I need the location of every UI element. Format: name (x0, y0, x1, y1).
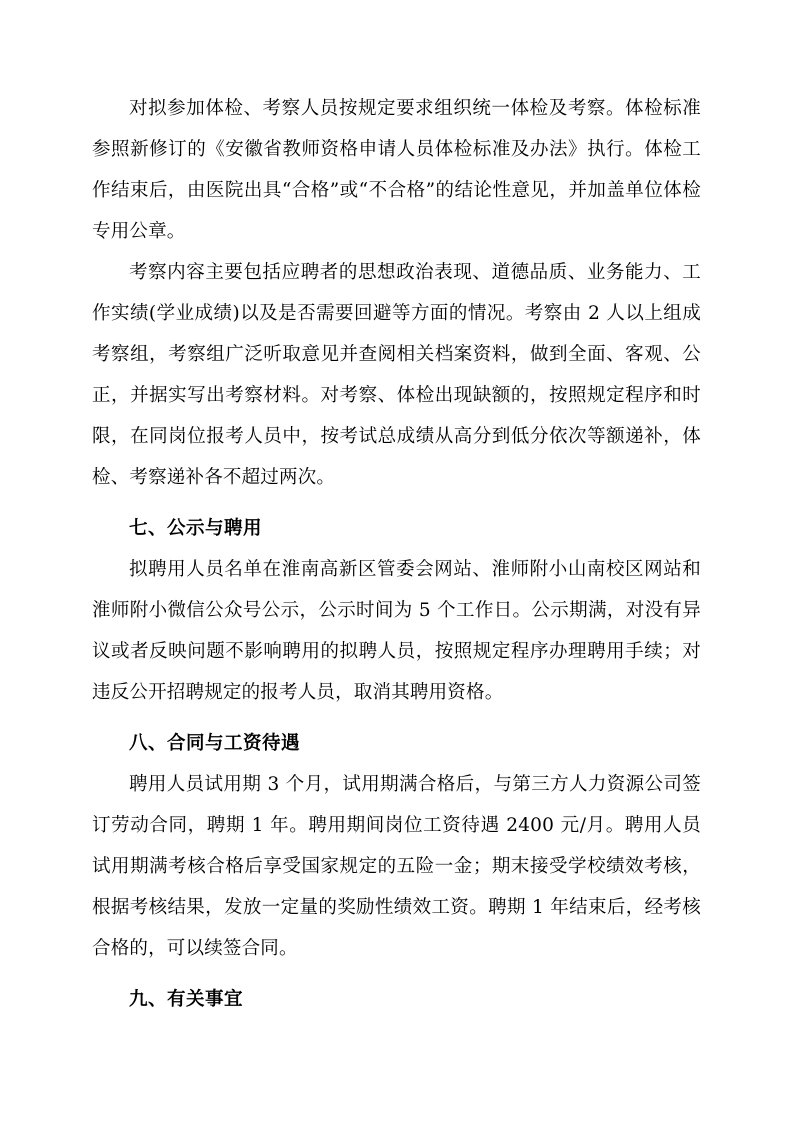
heading-contract-salary: 八、合同与工资待遇 (129, 733, 301, 754)
heading-publicity-employment: 七、公示与聘用 (129, 518, 263, 539)
paragraph-inspection-content: 考察内容主要包括应聘者的思想政治表现、道德品质、业务能力、工作实绩(学业成绩)以及是否需要回避等方面的情况。考察由 2 人以上组成考察组，考察组广泛听取意见并查阅相关档案资料，做到全面、客观、公正，并据实写出考察材料。对考察、体检出现缺额的，按照规定程序和时限，在同岗位报考人员中，按考试总成绩从高分到低分依次等额递补，体检、考察递补各不超过两次。 (92, 262, 701, 488)
paragraph-publicity-detail: 拟聘用人员名单在淮南高新区管委会网站、淮师附小山南校区网站和淮师附小微信公众号公示，公示时间为 5 个工作日。公示期满，对没有异议或者反映问题不影响聘用的拟聘人员，按照规定程序办理聘用手续；对违反公开招聘规定的报考人员，取消其聘用资格。 (92, 559, 701, 703)
spacer (92, 498, 701, 508)
paragraph-contract-detail: 聘用人员试用期 3 个月，试用期满合格后，与第三方人力资源公司签订劳动合同，聘期 1 年。聘用期间岗位工资待遇 2400 元/月。聘用人员试用期满考核合格后享受国家规定的五险一金；期末接受学校绩效考核，根据考核结果，发放一定量的奖励性绩效工资。聘期 1 年结束后，经考核合格的，可以续签合同。 (92, 774, 701, 959)
document-body (92, 88, 701, 1020)
heading-related-matters: 九、有关事宜 (129, 989, 244, 1010)
spacer (92, 713, 701, 723)
spacer (92, 969, 701, 979)
paragraph-physical-exam: 对拟参加体检、考察人员按规定要求组织统一体检及考察。体检标准参照新修订的《安徽省教师资格申请人员体检标准及办法》执行。体检工作结束后，由医院出具“合格”或“不合格”的结论性意见，并加盖单位体检专用公章。 (92, 98, 701, 242)
